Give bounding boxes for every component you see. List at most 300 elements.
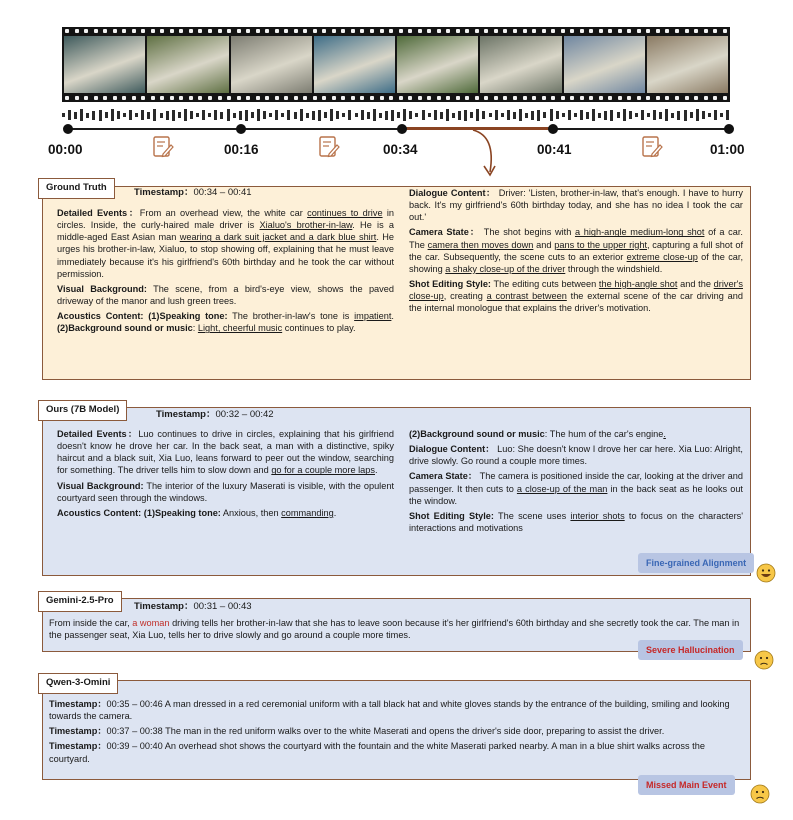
sprocket-hole — [475, 29, 479, 33]
sprocket-hole — [370, 29, 374, 33]
waveform-bar — [610, 110, 613, 121]
waveform-bar — [659, 112, 662, 119]
sprocket-hole — [94, 96, 98, 100]
waveform-bar — [312, 111, 315, 120]
sprocket-hole — [122, 96, 126, 100]
waveform-bar — [361, 110, 364, 120]
waveform-bar — [251, 112, 254, 118]
waveform-bar — [598, 113, 601, 118]
sprocket-hole — [170, 29, 174, 33]
waveform-bar — [434, 110, 437, 120]
ground-truth-tag: Ground Truth — [38, 178, 115, 199]
sprocket-hole — [408, 96, 412, 100]
waveform-bar — [702, 111, 705, 119]
sprocket-hole — [189, 96, 193, 100]
waveform-bar — [294, 112, 297, 119]
video-frame — [314, 36, 395, 93]
sprocket-hole — [523, 29, 527, 33]
sprocket-hole — [380, 96, 384, 100]
sprocket-hole — [303, 29, 307, 33]
waveform-bar — [580, 110, 583, 120]
waveform-bar — [233, 113, 236, 118]
sprocket-hole — [723, 96, 727, 100]
waveform-bar — [184, 109, 187, 121]
sprocket-hole — [675, 29, 679, 33]
sprocket-hole — [656, 29, 660, 33]
sprocket-hole — [208, 29, 212, 33]
sprocket-hole — [237, 96, 241, 100]
ground-truth-panel — [42, 186, 751, 380]
waveform-bar — [428, 113, 431, 117]
sprocket-hole — [694, 29, 698, 33]
waveform-bar — [306, 113, 309, 118]
sprocket-hole — [65, 96, 69, 100]
sprocket-hole — [132, 29, 136, 33]
ours-shot-editing-style: Shot Editing Style: The scene uses interior shots to focus on the characters' interactions and motivations — [409, 510, 743, 533]
sprocket-hole — [503, 29, 507, 33]
sprocket-hole — [256, 96, 260, 100]
sprocket-hole — [189, 29, 193, 33]
sprocket-hole — [570, 29, 574, 33]
waveform-bar — [397, 112, 400, 118]
sprocket-hole — [351, 96, 355, 100]
sprocket-hole — [704, 96, 708, 100]
sprocket-hole — [694, 96, 698, 100]
sprocket-hole — [675, 96, 679, 100]
timeline-marker — [397, 124, 407, 134]
sprocket-hole — [418, 29, 422, 33]
sprocket-hole — [542, 96, 546, 100]
sprocket-hole — [227, 29, 231, 33]
waveform-bar — [537, 110, 540, 121]
waveform-bar — [135, 113, 138, 117]
sprocket-hole — [84, 96, 88, 100]
waveform-bar — [153, 109, 156, 121]
waveform-bar — [330, 109, 333, 121]
gt-right-column — [409, 187, 743, 317]
sprocket-hole — [113, 29, 117, 33]
sprocket-hole — [637, 96, 641, 100]
sprocket-hole — [418, 96, 422, 100]
sprocket-hole — [599, 29, 603, 33]
waveform-bar — [74, 112, 77, 119]
waveform-bar — [227, 109, 230, 121]
sprocket-hole — [160, 29, 164, 33]
waveform-bar — [513, 112, 516, 119]
sprocket-hole — [141, 29, 145, 33]
sprocket-hole — [275, 96, 279, 100]
sprocket-hole — [437, 29, 441, 33]
sprocket-hole — [94, 29, 98, 33]
waveform-bar — [80, 109, 83, 121]
qwen-segment: Timestamp：00:37 – 00:38 The man in the red uniform walks over to the white Maserati and opens the driver's side door, preparing to assist the driver. — [49, 726, 665, 737]
waveform-bar — [556, 111, 559, 119]
waveform-bar — [409, 111, 412, 119]
sprocket-hole — [360, 29, 364, 33]
timeline-label: 00:16 — [224, 142, 259, 157]
sprocket-hole — [208, 96, 212, 100]
sprocket-hole — [65, 29, 69, 33]
waveform-bar — [324, 112, 327, 118]
waveform-bar — [348, 110, 351, 120]
sprocket-hole — [446, 96, 450, 100]
waveform-bar — [519, 109, 522, 121]
waveform-bar — [68, 110, 71, 120]
timeline-label: 00:34 — [383, 142, 418, 157]
sprocket-hole — [608, 96, 612, 100]
sprocket-hole — [532, 96, 536, 100]
gt-dialogue-content: Dialogue Content： Driver: 'Listen, brother-in-law, that's enough. I have to hurry back. It's my girlfriend's 60th birthday today, and she has no idea I took the car out.' — [409, 188, 743, 223]
waveform-bar — [665, 109, 668, 121]
waveform-bar — [641, 110, 644, 120]
waveform-bar — [550, 109, 553, 121]
waveform-bar — [635, 113, 638, 117]
sprocket-hole — [284, 29, 288, 33]
waveform-bar — [281, 113, 284, 117]
sprocket-hole — [446, 29, 450, 33]
qwen-panel — [42, 680, 751, 780]
waveform-bar — [86, 113, 89, 118]
sprocket-holes-top — [62, 27, 730, 35]
waveform-bar — [269, 113, 272, 117]
sprocket-hole — [399, 29, 403, 33]
waveform-bar — [385, 111, 388, 120]
waveform-bar — [379, 113, 382, 118]
waveform-bar — [245, 110, 248, 121]
waveform-bar — [623, 109, 626, 121]
sprocket-hole — [427, 29, 431, 33]
sprocket-hole — [389, 29, 393, 33]
sprocket-hole — [341, 29, 345, 33]
sprocket-hole — [513, 96, 517, 100]
waveform-bar — [671, 113, 674, 118]
ours-tag: Ours (7B Model) — [38, 400, 127, 421]
video-frame — [480, 36, 561, 93]
waveform-bar — [123, 113, 126, 117]
waveform-bar — [300, 109, 303, 121]
waveform-bar — [403, 109, 406, 121]
ours-background-sound: (2)Background sound or music: The hum of the car's engine. — [409, 429, 666, 439]
waveform-bar — [92, 111, 95, 120]
waveform-bar — [531, 111, 534, 120]
sprocket-hole — [341, 96, 345, 100]
sprocket-hole — [399, 96, 403, 100]
waveform-bar — [147, 112, 150, 119]
ours-camera-state: Camera State： The camera is positioned inside the car, looking at the driver and passenger. It then cuts to a close-up of the man in the back seat as he looks out the window. — [409, 471, 743, 506]
note-edit-icon — [641, 135, 663, 159]
sprocket-hole — [198, 96, 202, 100]
gt-timestamp: Timestamp：00:34 – 00:41 — [134, 187, 252, 198]
timeline-label: 00:41 — [537, 142, 572, 157]
sprocket-hole — [313, 29, 317, 33]
waveform-bar — [355, 113, 358, 117]
sprocket-hole — [294, 29, 298, 33]
video-frame — [397, 36, 478, 93]
ours-detailed-events: Detailed Events：Luo continues to drive in circles, explaining that his girlfriend doesn't know he drove her car. In the back seat, a man with a distinctive, spiky haircut and a black suit, Xia Luo, leans forward to peer out the window, searching for something. The driver tells him to slow down and go for a couple more laps. — [57, 429, 395, 476]
video-frame — [64, 36, 145, 93]
sprocket-hole — [551, 96, 555, 100]
sprocket-hole — [380, 29, 384, 33]
sprocket-hole — [713, 96, 717, 100]
waveform-bar — [586, 112, 589, 119]
sprocket-hole — [551, 29, 555, 33]
sprocket-hole — [437, 96, 441, 100]
sprocket-hole — [561, 96, 565, 100]
waveform-bar — [525, 113, 528, 118]
waveform-bar — [708, 113, 711, 117]
waveform-bar — [476, 109, 479, 121]
waveform-bar — [373, 109, 376, 121]
waveform-bar — [677, 111, 680, 120]
waveform-bar — [190, 111, 193, 119]
sprocket-hole — [561, 29, 565, 33]
qwen-segment: Timestamp：00:39 – 00:40 An overhead shot shows the courtyard with the fountain and the white Maserati parked nearby. A man in a blue shirt walks across the courtyard. — [49, 741, 705, 764]
sprocket-hole — [360, 96, 364, 100]
sprocket-hole — [151, 29, 155, 33]
sprocket-hole — [608, 29, 612, 33]
sprocket-hole — [618, 96, 622, 100]
sprocket-hole — [84, 29, 88, 33]
sprocket-hole — [179, 96, 183, 100]
waveform-bar — [617, 112, 620, 118]
sprocket-hole — [599, 96, 603, 100]
video-frame — [564, 36, 645, 93]
sprocket-hole — [332, 96, 336, 100]
waveform-bar — [696, 109, 699, 121]
sprocket-hole — [465, 96, 469, 100]
sprocket-hole — [122, 29, 126, 33]
waveform-bar — [202, 110, 205, 120]
sprocket-hole — [265, 29, 269, 33]
waveform-bar — [489, 113, 492, 117]
sprocket-hole — [542, 29, 546, 33]
sprocket-hole — [494, 96, 498, 100]
waveform-bar — [482, 111, 485, 119]
sprocket-hole — [484, 29, 488, 33]
sprocket-hole — [627, 29, 631, 33]
gt-acoustics-content: Acoustics Content: (1)Speaking tone: The brother-in-law's tone is impatient. (2)Background sound or music: Light, cheerful music continues to play. — [57, 311, 394, 334]
sprocket-hole — [589, 96, 593, 100]
sprocket-hole — [513, 29, 517, 33]
sprocket-hole — [484, 96, 488, 100]
sprocket-hole — [227, 96, 231, 100]
waveform-bar — [501, 113, 504, 117]
waveform-bar — [495, 110, 498, 120]
sprocket-hole — [294, 96, 298, 100]
waveform-bar — [208, 113, 211, 117]
fine-grained-alignment-badge: Fine-grained Alignment — [638, 553, 754, 573]
sprocket-hole — [408, 29, 412, 33]
sprocket-hole — [322, 96, 326, 100]
waveform-bar — [726, 110, 729, 120]
sprocket-hole — [322, 29, 326, 33]
sprocket-hole — [370, 96, 374, 100]
sprocket-hole — [351, 29, 355, 33]
sprocket-hole — [246, 96, 250, 100]
ours-panel — [42, 407, 751, 576]
waveform-bar — [647, 113, 650, 117]
waveform-bar — [166, 111, 169, 120]
sprocket-hole — [275, 29, 279, 33]
sad-face-icon — [750, 784, 770, 804]
sprocket-hole — [332, 29, 336, 33]
sprocket-hole — [218, 96, 222, 100]
waveform-bar — [653, 110, 656, 120]
sprocket-hole — [704, 29, 708, 33]
waveform-bar — [415, 113, 418, 117]
sprocket-hole — [75, 96, 79, 100]
waveform-bar — [592, 109, 595, 121]
qwen-segment: Timestamp：00:35 – 00:46 A man dressed in a red ceremonial uniform with a tall black hat and white gloves stands by the entrance of the building, smiling and looking towards the camera. — [49, 699, 730, 722]
sprocket-hole — [465, 29, 469, 33]
sprocket-hole — [665, 96, 669, 100]
waveform-bar — [458, 111, 461, 120]
sprocket-hole — [456, 29, 460, 33]
sprocket-hole — [132, 96, 136, 100]
sprocket-hole — [627, 96, 631, 100]
waveform-bar — [452, 113, 455, 118]
waveform-bar — [172, 110, 175, 121]
sprocket-hole — [618, 29, 622, 33]
gt-camera-state: Camera State： The shot begins with a high-angle medium-long shot of a car. The camera then moves down and pans to the upper right, capturing a full shot of the car. Subsequently, the scene cuts to an exterior extreme close-up of the car, showing a shaky close-up of the driver through the windshield. — [409, 227, 744, 274]
ours-left-column — [57, 428, 394, 522]
sprocket-hole — [580, 96, 584, 100]
audio-waveform — [62, 109, 730, 121]
sprocket-hole — [685, 96, 689, 100]
sad-face-icon — [754, 650, 774, 670]
sprocket-hole — [656, 96, 660, 100]
sprocket-hole — [75, 29, 79, 33]
waveform-bar — [684, 110, 687, 121]
sprocket-hole — [303, 96, 307, 100]
waveform-bar — [178, 112, 181, 118]
severe-hallucination-badge: Severe Hallucination — [638, 640, 743, 660]
missed-main-event-badge: Missed Main Event — [638, 775, 735, 795]
video-filmstrip — [62, 27, 730, 102]
sprocket-hole — [589, 29, 593, 33]
timeline-marker — [724, 124, 734, 134]
waveform-bar — [440, 112, 443, 119]
sprocket-hole — [237, 29, 241, 33]
sprocket-hole — [141, 96, 145, 100]
waveform-bar — [543, 112, 546, 118]
gt-visual-background: Visual Background: The scene, from a bird's-eye view, shows the paved driveway of the manor and lush green trees. — [57, 283, 394, 306]
ours-timestamp: Timestamp：00:32 – 00:42 — [156, 409, 274, 420]
timeline-label: 00:00 — [48, 142, 83, 157]
qwen-description — [49, 698, 743, 768]
ours-acoustics-content: Acoustics Content: (1)Speaking tone: Anxious, then commanding. — [57, 507, 337, 518]
sprocket-hole — [103, 96, 107, 100]
sprocket-hole — [170, 96, 174, 100]
waveform-bar — [507, 110, 510, 120]
note-edit-icon — [152, 135, 174, 159]
sprocket-hole — [265, 96, 269, 100]
waveform-bar — [690, 112, 693, 118]
gt-shot-editing-style: Shot Editing Style: The editing cuts between the high-angle shot and the driver's close-up, creating a contrast between the external scene of the car driving and the internal monologue that explains the driver's motivation. — [409, 278, 743, 314]
waveform-bar — [117, 111, 120, 119]
waveform-bar — [336, 111, 339, 119]
waveform-bar — [62, 113, 65, 117]
sprocket-hole — [523, 96, 527, 100]
video-frames — [64, 36, 728, 93]
timeline-marker — [63, 124, 73, 134]
waveform-bar — [214, 110, 217, 120]
gemini-tag: Gemini-2.5-Pro — [38, 591, 122, 612]
sprocket-hole — [389, 96, 393, 100]
waveform-bar — [239, 111, 242, 120]
sprocket-hole — [198, 29, 202, 33]
ours-right-column — [409, 428, 743, 537]
note-edit-icon — [318, 135, 340, 159]
timeline-marker — [236, 124, 246, 134]
waveform-bar — [391, 110, 394, 121]
sprocket-hole — [256, 29, 260, 33]
video-frame — [147, 36, 228, 93]
timeline-label: 01:00 — [710, 142, 745, 157]
waveform-bar — [257, 109, 260, 121]
waveform-bar — [275, 110, 278, 120]
gt-detailed-events: Detailed Events：From an overhead view, the white car continues to drive in circles. Inside, the curly-haired male driver is Xialuo's brother-in-law. He is a middle-aged East Asian man wearing a dark suit jacket and a dark blue shirt. He urges his brother-in-law, Xialuo, to stop showing off, explaining that he must leave immediately because it's his girlfriend's 60th birthday and he took the car without permission. — [57, 208, 394, 279]
waveform-bar — [562, 113, 565, 117]
sprocket-hole — [532, 29, 536, 33]
sprocket-hole — [646, 96, 650, 100]
qwen-tag: Qwen-3-Omini — [38, 673, 118, 694]
waveform-bar — [99, 110, 102, 121]
sprocket-hole — [284, 96, 288, 100]
waveform-bar — [604, 111, 607, 120]
waveform-bar — [141, 110, 144, 120]
sprocket-hole — [160, 96, 164, 100]
waveform-bar — [287, 110, 290, 120]
sprocket-hole — [151, 96, 155, 100]
waveform-bar — [196, 113, 199, 117]
waveform-bar — [568, 110, 571, 120]
waveform-bar — [720, 113, 723, 117]
waveform-bar — [574, 113, 577, 117]
gt-left-column — [57, 207, 394, 337]
waveform-bar — [446, 109, 449, 121]
sprocket-hole — [646, 29, 650, 33]
video-frame — [231, 36, 312, 93]
waveform-bar — [318, 110, 321, 121]
ours-visual-background: Visual Background: The interior of the luxury Maserati is visible, with the opulent courtyard seen through the windows. — [57, 480, 394, 503]
waveform-bar — [263, 111, 266, 119]
timeline-marker — [548, 124, 558, 134]
waveform-bar — [105, 112, 108, 118]
grinning-face-icon — [756, 563, 776, 583]
waveform-bar — [129, 110, 132, 120]
sprocket-hole — [580, 29, 584, 33]
sprocket-hole — [637, 29, 641, 33]
sprocket-hole — [427, 96, 431, 100]
waveform-bar — [464, 110, 467, 121]
waveform-bar — [367, 112, 370, 119]
sprocket-hole — [685, 29, 689, 33]
sprocket-hole — [503, 96, 507, 100]
sprocket-hole — [456, 96, 460, 100]
sprocket-hole — [179, 29, 183, 33]
waveform-bar — [342, 113, 345, 117]
sprocket-hole — [494, 29, 498, 33]
gemini-timestamp: Timestamp：00:31 – 00:43 — [134, 601, 252, 612]
sprocket-hole — [475, 96, 479, 100]
waveform-bar — [220, 112, 223, 119]
sprocket-hole — [570, 96, 574, 100]
waveform-bar — [629, 111, 632, 119]
sprocket-hole — [113, 96, 117, 100]
sprocket-hole — [246, 29, 250, 33]
waveform-bar — [160, 113, 163, 118]
